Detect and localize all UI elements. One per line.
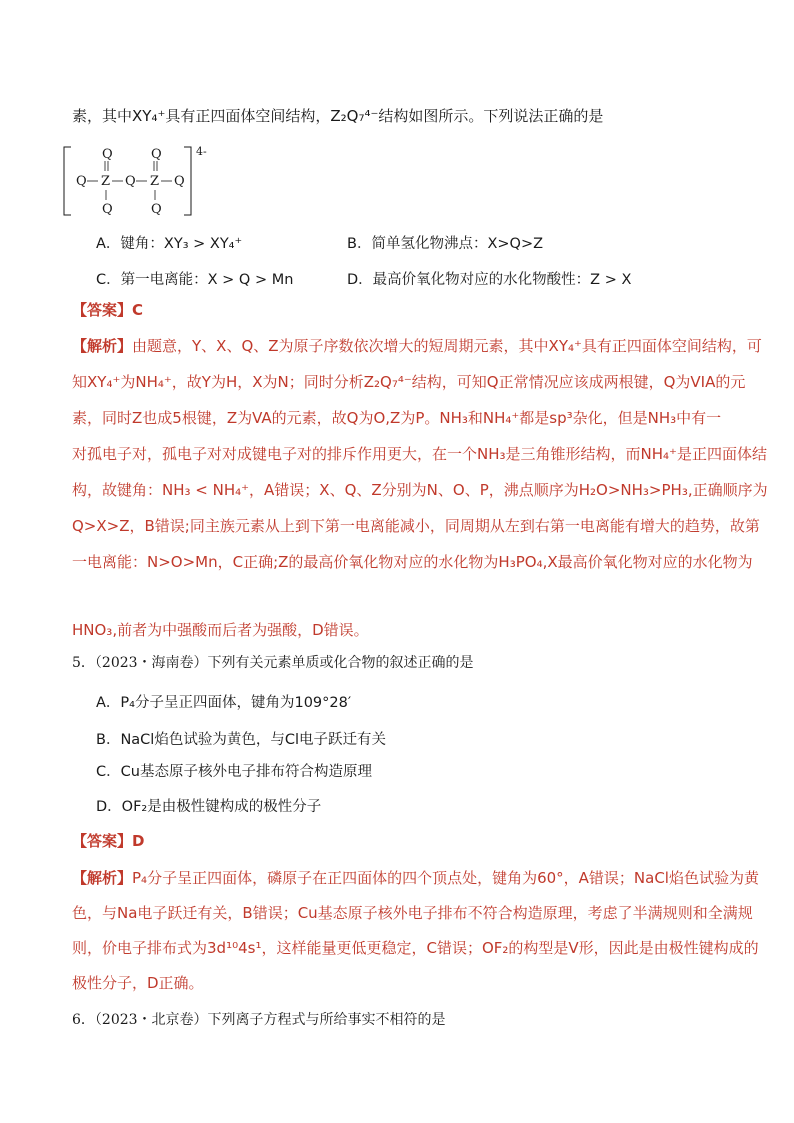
atom-q-bottom-left: Q [102,202,113,217]
answer-value: C [132,301,144,319]
q4-answer [72,300,143,320]
atom-q-top-left: Q [102,147,113,162]
q5-option-d: D．OF₂是由极性键构成的极性分子 [96,799,322,815]
q5-analysis-line-3: 则，价电子排布式为3d¹⁰4s¹，这样能量更低更稳定，C错误；OF₂的构型是V形，因此是由极性键构成的 [72,939,759,957]
q4-analysis-line-6: Q>X>Z，B错误;同主族元素从上到下第一电离能减小，同周期从左到右第一电离能有增大的趋势，故第 [72,517,760,535]
q4-option-a: A．键角：XY₃ > XY₄⁺ [96,236,243,252]
q5-option-c: C．Cu基态原子核外电子排布符合构造原理 [96,764,372,780]
left-bracket [64,147,71,215]
q4-analysis-line-4: 对孤电子对，孤电子对对成键电子对的排斥作用更大，在一个NH₃是三角锥形结构，而NH₄⁺是正四面体结 [72,445,767,463]
q4-analysis-line-7: 一电离能：N>O>Mn，C正确;Z的最高价氧化物对应的水化物为H₃PO₄,X最高价氧化物对应的水化物为 [72,553,753,571]
q4-option-b: B．简单氢化物沸点：X>Q>Z [347,236,544,252]
z2q7-structure-diagram [62,145,222,220]
analysis-text: 由题意，Y、X、Q、Z为原子序数依次增大的短周期元素，其中XY₄⁺具有正四面体空间结构，可 [132,337,762,355]
atom-q-right: Q [174,174,185,189]
q5-option-b: B．NaCl焰色试验为黄色，与Cl电子跃迁有关 [96,732,386,748]
q5-answer [72,831,144,851]
q4-analysis-line-3: 素，同时Z也成5根键，Z为VA的元素，故Q为O,Z为P。NH₃和NH₄⁺都是sp³杂化，但是NH₃中有一 [72,409,722,427]
answer-value: D [132,832,145,850]
atom-z-left: Z [101,174,111,189]
charge-label: 4- [196,145,207,158]
right-bracket [184,147,191,215]
q4-option-c: C．第一电离能：X > Q > Mn [96,272,294,288]
q4-analysis-line-8: HNO₃,前者为中强酸而后者为强酸，D错误。 [72,621,369,639]
analysis-label: 【解析】 [72,337,133,355]
atom-q-bridge: Q [125,174,136,189]
analysis-text: P₄分子呈正四面体，磷原子在正四面体的四个顶点处，键角为60°，A错误；NaCl焰色试验为黄 [132,869,759,887]
q5-analysis-line-4: 极性分子，D正确。 [72,974,204,992]
answer-label: 【答案】 [72,301,133,319]
q5-analysis-line-1 [72,868,759,888]
q4-analysis-line-1 [72,336,762,356]
q4-stem: 素，其中XY₄⁺具有正四面体空间结构，Z₂Q₇⁴⁻结构如图所示。下列说法正确的是 [72,107,604,125]
answer-label: 【答案】 [72,832,133,850]
atom-z-right: Z [150,174,160,189]
atom-q-bottom-right: Q [151,202,162,217]
q4-analysis-line-2: 知XY₄⁺为NH₄⁺，故Y为H，X为N；同时分析Z₂Q₇⁴⁻结构，可知Q正常情况应该成两根键，Q为VIA的元 [72,373,746,391]
q5-analysis-line-2: 色，与Na电子跃迁有关，B错误；Cu基态原子核外电子排布不符合构造原理，考虑了半满规则和全满规 [72,904,753,922]
q6-stem: 6．（2023・北京卷）下列离子方程式与所给事实不相符的是 [72,1012,446,1028]
q4-option-d: D．最高价氧化物对应的水化物酸性：Z > X [347,272,632,288]
q5-stem: 5．（2023・海南卷）下列有关元素单质或化合物的叙述正确的是 [72,655,474,671]
atom-q-top-right: Q [151,147,162,162]
q4-analysis-line-5: 构，故键角：NH₃ < NH₄⁺，A错误；X、Q、Z分别为N、O、P，沸点顺序为H₂O>NH₃>PH₃,正确顺序为 [72,481,768,499]
analysis-label: 【解析】 [72,869,133,887]
q5-option-a: A．P₄分子呈正四面体，键角为109°28′ [96,695,352,711]
atom-q-left: Q [76,174,87,189]
